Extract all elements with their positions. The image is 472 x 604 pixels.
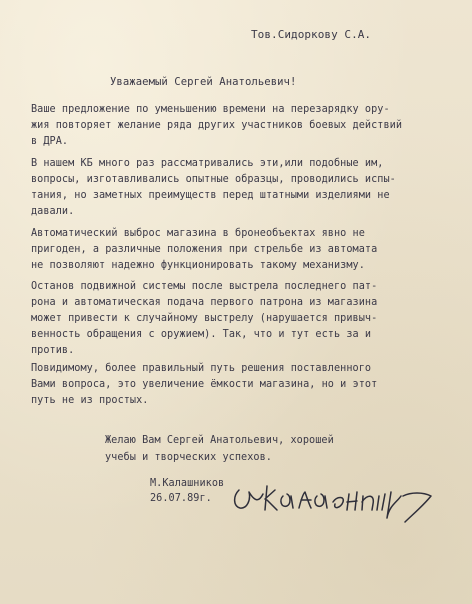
paragraph-line: В нашем КБ много раз рассматривались эти,или подобные им, bbox=[31, 158, 384, 169]
paragraph-3 bbox=[31, 226, 449, 274]
paragraph-line: Останов подвижной системы после выстрела последнего пат- bbox=[31, 281, 378, 292]
paragraph-line: рона и автоматическая подача первого патрона из магазина bbox=[31, 297, 378, 308]
handwritten-signature bbox=[225, 466, 440, 526]
paragraph-4 bbox=[31, 279, 449, 359]
paragraph-line: давали. bbox=[31, 206, 75, 217]
paragraph-line: Автоматический выброс магазина в бронеобъектах явно не bbox=[31, 228, 365, 239]
paragraph-line: может привести к случайному выстрелу (нарушается привыч- bbox=[31, 313, 378, 324]
paragraph-line: тания, но заметных преимуществ перед штатными изделиями не bbox=[31, 190, 390, 201]
paragraph-line: жия повторяет желание ряда других участников боевых действий bbox=[31, 120, 403, 131]
closing-line-1: Желаю Вам Сергей Анатольевич, хорошей bbox=[105, 435, 334, 446]
paragraph-1 bbox=[31, 102, 449, 150]
paragraph-line: пригоден, а различные положения при стрельбе из автомата bbox=[31, 244, 378, 255]
closing-line-2: учебы и творческих успехов. bbox=[105, 452, 272, 463]
paragraph-line: Вами вопроса, это увеличение ёмкости магазина, но и этот bbox=[31, 379, 378, 390]
paragraph-line: вопросы, изготавливались опытные образцы, проводились испы- bbox=[31, 174, 396, 185]
paragraph-line: против. bbox=[31, 345, 75, 356]
signature-date: 26.07.89г. bbox=[150, 493, 212, 504]
paragraph-line: не позволяют надежно функционировать такому механизму. bbox=[31, 260, 365, 271]
paragraph-2 bbox=[31, 156, 449, 220]
paragraph-line: путь не из простых. bbox=[31, 395, 149, 406]
paragraph-line: Ваше предложение по уменьшению времени на перезарядку ору- bbox=[31, 104, 390, 115]
paragraph-line: Повидимому, более правильный путь решения поставленного bbox=[31, 363, 372, 374]
salutation: Уважаемый Сергей Анатольевич! bbox=[110, 76, 297, 88]
addressee: Тов.Сидоркову С.А. bbox=[251, 28, 372, 41]
signatory-name: М.Калашников bbox=[150, 478, 225, 489]
paragraph-line: венность обращения с оружием). Так, что и тут есть за и bbox=[31, 329, 372, 340]
paragraph-5 bbox=[31, 361, 449, 409]
paragraph-line: в ДРА. bbox=[31, 136, 69, 147]
